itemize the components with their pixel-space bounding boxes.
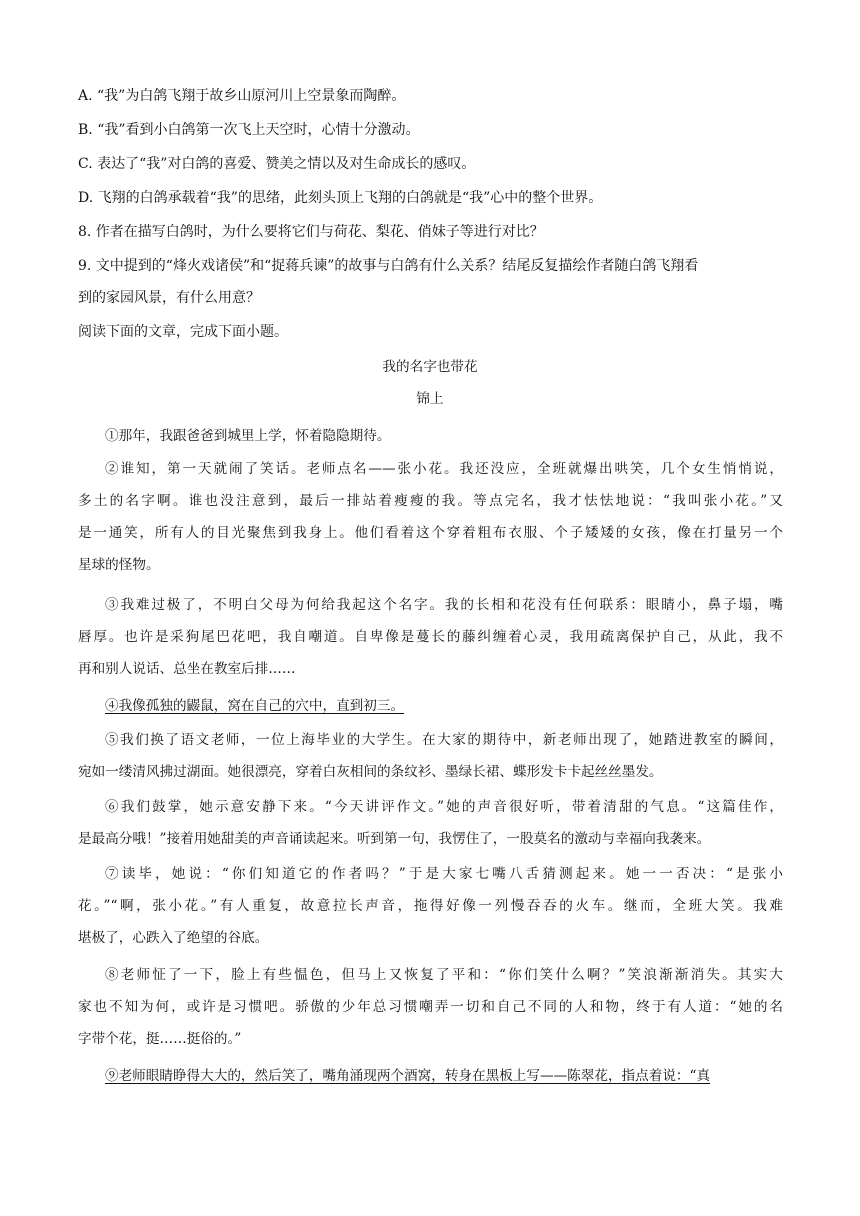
paragraph-line-underlined: [78, 1060, 783, 1092]
paragraph-line: 宛如一缕清风拂过湖面。她很漂亮，穿着白灰相间的条纹衫、墨绿长裙、蝶形发卡卡起丝丝墨发。: [78, 764, 663, 780]
paragraph-line: ⑤我们换了语文老师，一位上海毕业的大学生。在大家的期待中，新老师出现了，她踏进教室的瞬间，: [105, 732, 783, 748]
underlined-text: ⑨老师眼睛睁得大大的，然后笑了，嘴角涌现两个酒窝，转身在黑板上写——陈翠花，指点着说：“真: [105, 1068, 711, 1084]
paragraph-line: 堪极了，心跌入了绝望的谷底。: [78, 930, 269, 946]
paragraph-line: 多土的名字啊。谁也没注意到，最后一排站着瘦瘦的我。等点完名，我才怯怯地说：“我叫张小花。”又: [78, 493, 783, 509]
paragraph-7: [78, 858, 783, 954]
option-a: A. “我”为白鸽飞翔于故乡山原河川上空景象而陶醉。: [78, 88, 406, 104]
paragraph-line: ①那年，我跟爸爸到城里上学，怀着隐隐期待。: [105, 428, 391, 444]
option-b: B. “我”看到小白鸽第一次飞上天空时，心情十分激动。: [78, 122, 420, 138]
paragraph-8: [78, 959, 783, 1055]
option-d: D. 飞翔的白鸽承载着“我”的思绪，此刻头顶上飞翔的白鸽就是“我”心中的整个世界。: [78, 190, 603, 206]
reading-instruction: 阅读下面的文章，完成下面小题。: [78, 324, 288, 340]
question-8: 8. 作者在描写白鸽时，为什么要将它们与荷花、梨花、俏妹子等进行对比？: [78, 224, 544, 240]
article-title: 我的名字也带花: [382, 359, 478, 375]
paragraph-2: [78, 453, 783, 581]
paragraph-line: 家也不知为何，或许是习惯吧。骄傲的少年总习惯嘲弄一切和自己不同的人和物，终于有人道：“她的名: [78, 999, 783, 1015]
paragraph-line: 是最高分哦！”接着用她甜美的声音诵读起来。听到第一句，我愣住了，一股莫名的激动与幸福向我袭来。: [78, 831, 711, 847]
paragraph-6: [78, 791, 783, 855]
question-9-line-2: 到的家园风景，有什么用意？: [78, 290, 260, 306]
paragraph-4: [78, 690, 783, 722]
article-author: 锦上: [416, 391, 444, 407]
paragraph-line: 再和别人说话、总坐在教室后排……: [78, 661, 296, 677]
paragraph-line: 唇厚。也许是采狗尾巴花吧，我自嘲道。自卑像是蔓长的藤纠缠着心灵，我用疏离保护自己，从此，我不: [78, 629, 783, 645]
paragraph-3: [78, 589, 783, 685]
paragraph-line: ②谁知，第一天就闹了笑话。老师点名——张小花。我还没应，全班就爆出哄笑，几个女生悄悄说，: [105, 461, 783, 477]
paragraph-1: [78, 420, 783, 452]
paragraph-line: ⑦读毕，她说：“你们知道它的作者吗？”于是大家七嘴八舌猜测起来。她一一否决：“是张小: [105, 866, 783, 882]
paragraph-line-underlined: [78, 690, 783, 722]
question-9-line-1: 9. 文中提到的“烽火戏诸侯”和“捉蒋兵谏”的故事与白鸽有什么关系？结尾反复描绘作者随白鸽飞翔看: [78, 258, 699, 274]
underlined-text: ④我像孤独的鼹鼠，窝在自己的穴中，直到初三。: [105, 698, 405, 714]
option-c: C. 表达了“我”对白鸽的喜爱、赞美之情以及对生命成长的感叹。: [78, 156, 476, 172]
paragraph-line: 花。”“啊，张小花。”有人重复，故意拉长声音，拖得好像一列慢吞吞的火车。继而，全班大笑。我难: [78, 898, 783, 914]
paragraph-line: 是一通笑，所有人的目光聚焦到我身上。他们看着这个穿着粗布衣服、个子矮矮的女孩，像在打量另一个: [78, 525, 783, 541]
paragraph-line: 字带个花，挺……挺俗的。”: [78, 1031, 242, 1047]
paragraph-9: [78, 1060, 783, 1092]
paragraph-line: ⑥我们鼓掌，她示意安静下来。“今天讲评作文。”她的声音很好听，带着清甜的气息。“这篇佳作，: [105, 799, 783, 815]
paragraph-line: ⑧老师怔了一下，脸上有些愠色，但马上又恢复了平和：“你们笑什么啊？”笑浪渐渐消失。其实大: [105, 967, 783, 983]
paragraph-5: [78, 724, 783, 788]
paragraph-line: ③我难过极了，不明白父母为何给我起这个名字。我的长相和花没有任何联系：眼睛小，鼻子塌，嘴: [105, 597, 783, 613]
paragraph-line: 星球的怪物。: [78, 557, 160, 573]
